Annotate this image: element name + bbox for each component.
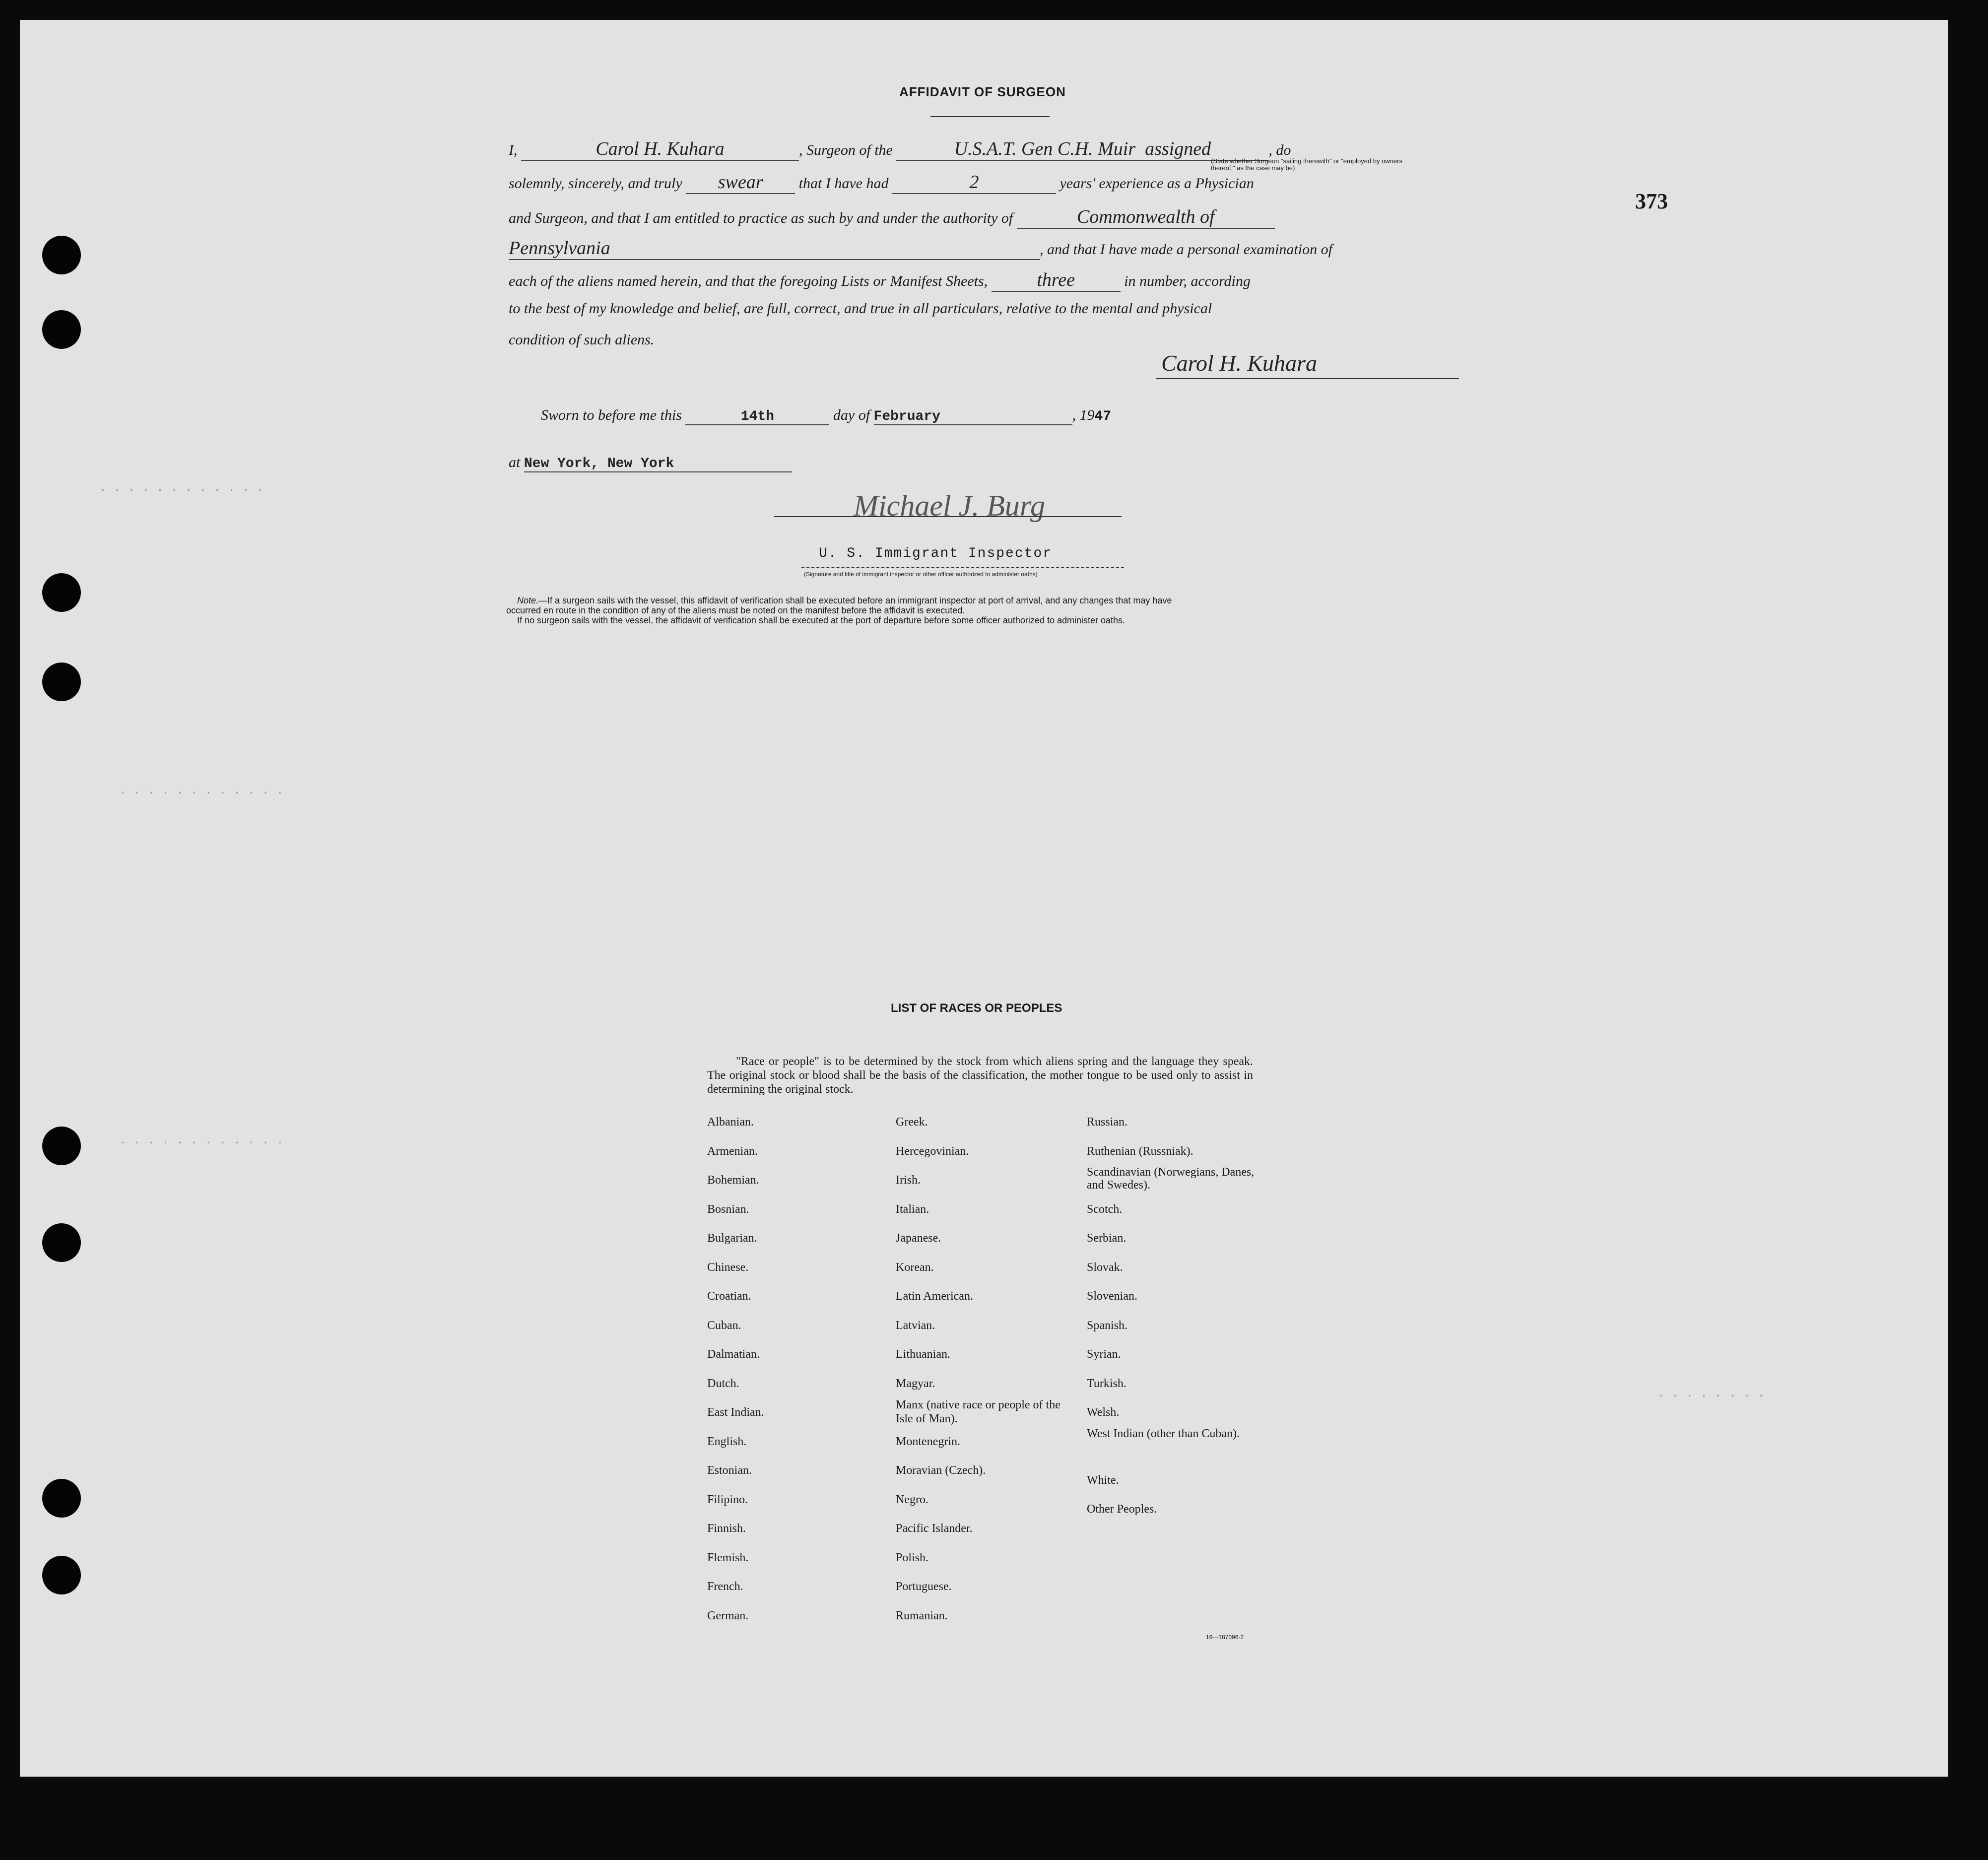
race-item: Polish. [896,1551,929,1564]
punch-hole [42,1479,81,1518]
race-item: Scotch. [1087,1202,1123,1216]
sworn-day-field: 14th [685,409,829,425]
race-item: Hercegovinian. [896,1144,969,1158]
capacity-caption: (State whether Surgeon "sailing therewith" or "employed by owners thereof," as the case may be) [1211,157,1402,172]
race-item: Korean. [896,1261,934,1274]
race-item: Dalmatian. [707,1348,760,1361]
race-item: Turkish. [1087,1377,1127,1390]
races-column-2 [896,1108,1084,1630]
bleed-through-text: · · · · · · · · · · · · [99,484,264,497]
affidavit-line-7: condition of such aliens. [509,332,655,348]
race-item: Latin American. [896,1290,973,1303]
race-item: Slovenian. [1087,1290,1137,1303]
sworn-place-line: at New York, New York [509,454,1461,472]
surgeon-signature-line [1156,378,1459,379]
race-item: Chinese. [707,1261,749,1274]
race-item: Scandinavian (Norwegians, Danes, and Swedes). [1087,1166,1255,1192]
race-item: Italian. [896,1202,929,1216]
race-item: Manx (native race or people of the Isle of Man). [896,1398,1060,1425]
race-item: Greek. [896,1116,928,1129]
race-item: Bulgarian. [707,1232,757,1245]
affidavit-line-5: each of the aliens named herein, and that the foregoing Lists or Manifest Sheets, three in number, according [509,269,1461,292]
races-column-3 [1087,1108,1275,1524]
form-number: 16—187096-2 [1206,1634,1244,1641]
races-list-title: LIST OF RACES OR PEOPLES [891,1001,1062,1015]
race-item: Slovak. [1087,1261,1123,1274]
race-item: Other Peoples. [1087,1503,1157,1516]
race-item: Bosnian. [707,1202,749,1216]
authority-field-2: Pennsylvania [509,237,1040,260]
surgeon-name-field: Carol H. Kuhara [521,138,799,161]
inspector-title: U. S. Immigrant Inspector [819,546,1053,561]
punch-hole [42,236,81,274]
race-item: Armenian. [707,1144,758,1158]
oath-field: swear [686,171,795,194]
race-item: Serbian. [1087,1232,1127,1245]
affidavit-title: AFFIDAVIT OF SURGEON [899,84,1066,99]
race-item: Moravian (Czech). [896,1464,986,1477]
race-item: Japanese. [896,1232,941,1245]
race-item: White. [1087,1473,1119,1487]
race-item: Finnish. [707,1522,746,1535]
race-item: Albanian. [707,1116,754,1129]
years-field: 2 [892,171,1056,194]
race-item: Montenegrin. [896,1435,960,1448]
punch-hole [42,1556,81,1594]
bleed-through-text: · · · · · · · · · · · · [119,1136,284,1150]
sheets-count-field: three [992,269,1121,292]
vessel-field: U.S.A.T. Gen C.H. Muir assigned [896,138,1268,161]
punch-hole [42,1127,81,1165]
races-intro: "Race or people" is to be determined by the stock from which aliens spring and the language they speak. The original stock or blood shall be the basis of the classification, the mother tongue to be used only to assist in determining the original stock. [707,1055,1253,1096]
race-item: Croatian. [707,1290,751,1303]
race-item: Syrian. [1087,1348,1121,1361]
inspector-caption: (Signature and title of immigrant inspector or other officer authorized to administer oaths) [804,571,1038,578]
sworn-year: 47 [1094,409,1112,424]
race-item: Magyar. [896,1377,935,1390]
affidavit-line-6: to the best of my knowledge and belief, are full, correct, and true in all particulars, relative to the mental and physical [509,300,1212,317]
affidavit-line-4: Pennsylvania , and that I have made a personal examination of [509,237,1461,260]
punch-hole [42,573,81,612]
surgeon-signature: Carol H. Kuhara [1161,350,1317,376]
race-item: Dutch. [707,1377,739,1390]
title-divider [930,116,1050,117]
inspector-signature: Michael J. Burg [854,489,1045,522]
race-item: Ruthenian (Russniak). [1087,1144,1193,1158]
race-item: Spanish. [1087,1319,1128,1332]
bleed-through-text: · · · · · · · · · · · · [119,787,284,800]
race-item: Irish. [896,1174,921,1187]
authority-field-1: Commonwealth of [1017,206,1275,229]
affidavit-line-3: and Surgeon, and that I am entitled to practice as such by and under the authority of Commonwealth of [509,206,1461,229]
punch-hole [42,1223,81,1262]
race-item: English. [707,1435,747,1448]
sworn-month-field: February [874,409,1072,425]
punch-hole [42,310,81,349]
race-item: French. [707,1580,743,1593]
race-item: Rumanian. [896,1609,948,1622]
race-item: Filipino. [707,1493,748,1506]
inspector-title-line [801,567,1124,568]
race-item: Negro. [896,1493,928,1506]
bleed-through-text: · · · · · · · · [1657,1390,1765,1403]
sworn-line: Sworn to before me this 14th day of February , 1947 [541,407,1112,424]
race-item: East Indian. [707,1406,764,1419]
races-column-1 [707,1108,876,1630]
race-item: Latvian. [896,1319,935,1332]
affidavit-note: Note.—If a surgeon sails with the vessel, this affidavit of verification shall be executed before an immigrant inspector at port of arrival, and any changes that may have occurred en route in the condition of any of the aliens must be noted on the manifest before the affidavit is executed. If no surgeon sails with the vessel, the affidavit of verification shall be executed at the port of departure before some officer authorized to administer oaths. [506,596,1172,625]
race-item: Portuguese. [896,1580,952,1593]
race-item: Pacific Islander. [896,1522,973,1535]
affidavit-line-1: I, Carol H. Kuhara , Surgeon of the U.S.A.T. Gen C.H. Muir assigned , do [509,138,1461,161]
race-item: Cuban. [707,1319,741,1332]
race-item: West Indian (other than Cuban). [1087,1427,1240,1440]
race-item: Estonian. [707,1464,752,1477]
race-item: Welsh. [1087,1406,1120,1419]
race-item: Lithuanian. [896,1348,950,1361]
race-item: Bohemian. [707,1174,759,1187]
race-item: Russian. [1087,1116,1128,1129]
race-item: Flemish. [707,1551,749,1564]
page-number: 373 [1635,189,1668,213]
punch-hole [42,663,81,701]
affidavit-line-2: solemnly, sincerely, and truly swear that I have had 2 years' experience as a Physician [509,171,1461,194]
race-item: German. [707,1609,749,1622]
inspector-signature-line [774,516,1122,517]
sworn-place-field: New York, New York [524,456,792,472]
